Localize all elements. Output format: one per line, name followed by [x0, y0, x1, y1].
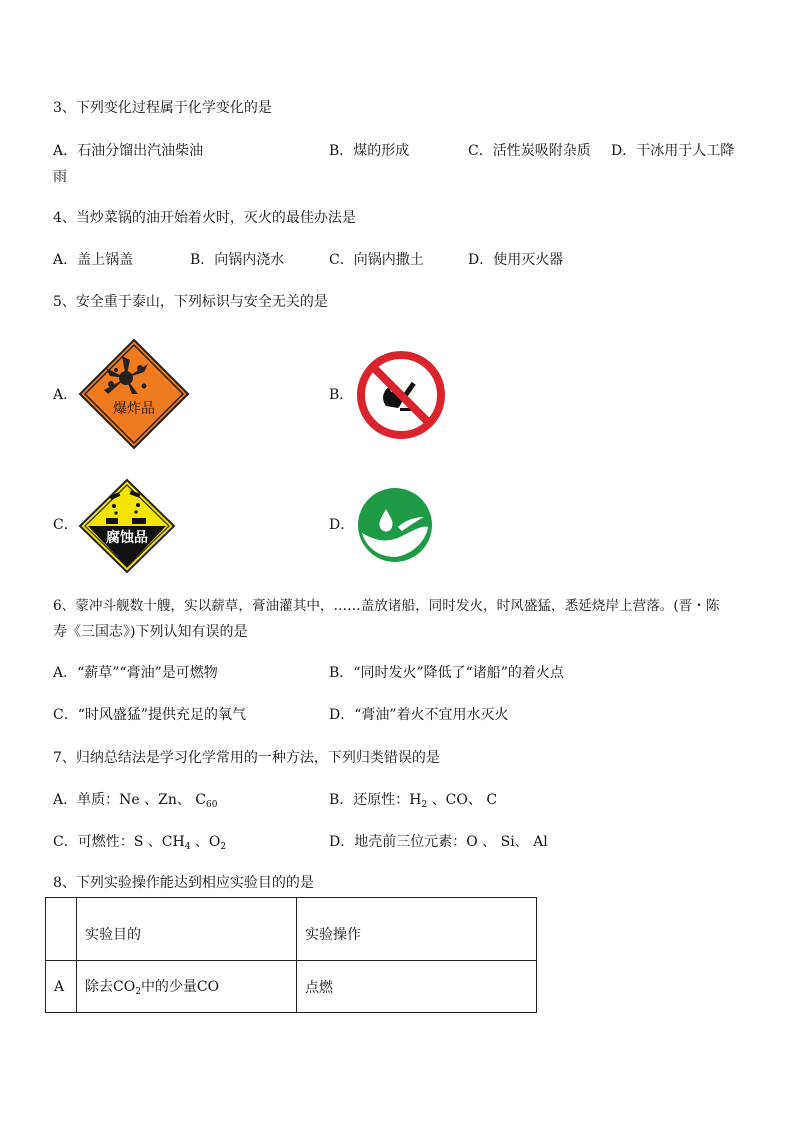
table-header-row	[46, 898, 537, 961]
q4-option-a: A．盖上锅盖	[53, 252, 134, 268]
corrosive-sign-label: 腐蚀品	[106, 530, 148, 546]
table-row-operation: 点燃	[297, 961, 537, 1013]
table-header-goal: 实验目的	[77, 898, 297, 961]
q7-option-b	[329, 791, 497, 814]
q7-option-b-text-end: 、CO、 C	[427, 792, 498, 808]
table-header-operation: 实验操作	[297, 898, 537, 961]
explosive-sign-icon	[78, 338, 190, 450]
q7-option-c-text-mid: 、O	[190, 834, 221, 850]
q5-option-b-label: B．	[329, 387, 354, 403]
question-3-stem: 3、下列变化过程属于化学变化的是	[53, 100, 272, 116]
table-row-label: A	[46, 961, 77, 1013]
q7-option-c-text: C．可燃性：S 、CH	[53, 834, 185, 850]
question-6-stem-line1: 6、蒙冲斗舰数十艘，实以薪草，膏油灌其中，……盖放诸船，同时发火，时风盛猛，悉延烧岸上营落。(晋・陈	[53, 598, 720, 614]
q3-option-d-wrap: 雨	[53, 169, 67, 185]
q4-option-b: B．向锅内浇水	[190, 252, 285, 268]
q7-option-c-subscript: 4	[184, 842, 191, 852]
q4-option-c: C．向锅内撒土	[329, 252, 424, 268]
q7-option-b-subscript: 2	[421, 800, 428, 810]
table-header-blank	[46, 898, 77, 961]
table-row-goal-text-end: 中的少量CO	[140, 979, 220, 995]
table-row-goal-subscript: 2	[135, 987, 141, 997]
question-8-stem: 8、下列实验操作能达到相应实验目的的是	[53, 875, 314, 891]
water-saving-sign-icon	[356, 487, 434, 563]
question-6-stem-line2: 寿《三国志》)下列认知有误的是	[53, 624, 248, 640]
q7-option-a-text: A．单质：Ne 、Zn、 C	[53, 792, 207, 808]
q3-option-d: D．干冰用于人工降	[611, 143, 735, 159]
explosive-sign-label: 爆炸品	[113, 401, 155, 417]
q3-option-a: A．石油分馏出汽油柴油	[53, 143, 204, 159]
q7-option-a	[53, 791, 217, 814]
q5-option-c-label: C．	[53, 517, 78, 533]
q6-option-c: C．“时风盛猛”提供充足的氧气	[53, 707, 247, 723]
q7-option-b-text: B．还原性：H	[329, 792, 422, 808]
q3-option-b: B．煤的形成	[329, 143, 410, 159]
q5-option-d-label: D．	[329, 517, 355, 533]
table-row-goal	[77, 961, 297, 1013]
q5-option-a-label: A．	[53, 387, 78, 403]
q7-option-c-subscript-2: 2	[220, 842, 227, 852]
experiment-table	[45, 897, 537, 1013]
q6-option-a: A．“薪草”“膏油”是可燃物	[53, 665, 218, 681]
question-4-stem: 4、当炒菜锅的油开始着火时，灭火的最佳办法是	[53, 210, 356, 226]
q7-option-c	[53, 833, 226, 856]
q6-option-b: B．“同时发火”降低了“诸船”的着火点	[329, 665, 564, 681]
q6-option-d: D．“膏油”着火不宜用水灭火	[329, 707, 509, 723]
question-5-stem: 5、安全重于泰山，下列标识与安全无关的是	[53, 294, 328, 310]
q7-option-d: D．地壳前三位元素：O 、 Si、 Al	[329, 834, 548, 850]
question-7-stem: 7、归纳总结法是学习化学常用的一种方法，下列归类错误的是	[53, 750, 440, 766]
corrosive-sign-icon	[78, 478, 176, 574]
q3-option-c: C．活性炭吸附杂质	[468, 143, 591, 159]
table-row-goal-text: 除去CO	[85, 979, 136, 995]
no-open-flame-sign-icon	[356, 350, 446, 440]
q4-option-d: D．使用灭火器	[468, 252, 564, 268]
q7-option-a-subscript: 60	[206, 800, 218, 810]
table-row	[46, 961, 537, 1013]
